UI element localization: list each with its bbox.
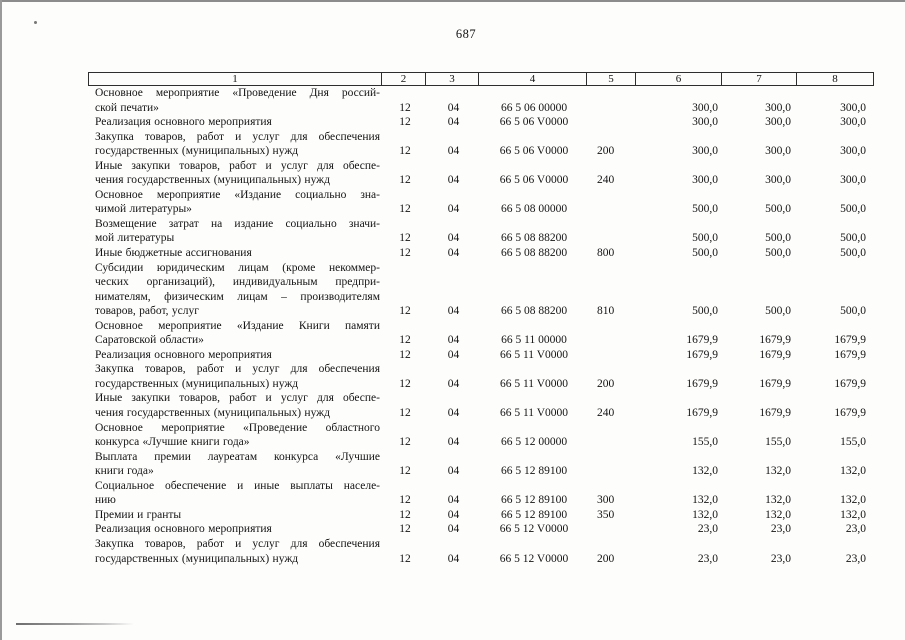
cell-c7: 23,0 (770, 552, 791, 565)
description-line: конкурса «Лучшие книги года» (95, 436, 250, 449)
description-line: Иные бюджетные ассигнования (95, 247, 252, 260)
table-row (88, 261, 874, 319)
cell-c4: 66 5 11 V0000 (499, 407, 569, 420)
cell-c5: 240 (597, 174, 615, 187)
cell-c4: 66 5 12 V0000 (499, 552, 569, 565)
header-cell-6: 6 (636, 73, 722, 85)
description-line: книги года» (95, 465, 154, 478)
description-line: Реализация основного мероприятия (95, 116, 272, 129)
cell-c6: 132,0 (692, 465, 718, 478)
description-line: Реализация основного мероприятия (95, 523, 272, 536)
header-cell-7: 7 (722, 73, 797, 85)
cell-c4: 66 5 12 89100 (500, 465, 568, 478)
cell-c8: 1679,9 (834, 377, 866, 390)
cell-c7: 500,0 (765, 247, 791, 260)
description-line: Выплата премии лауреатам конкурса «Лучшие (95, 450, 380, 463)
description-line: мой литературы (95, 232, 175, 245)
cell-c8: 132,0 (840, 465, 866, 478)
table-row (88, 522, 874, 537)
description-line: нимателям, физическим лицам – производителям (95, 290, 380, 303)
cell-c8: 1679,9 (834, 407, 866, 420)
cell-c7: 132,0 (765, 465, 791, 478)
cell-c7: 132,0 (765, 494, 791, 507)
table-row (88, 130, 874, 159)
table-row (88, 450, 874, 479)
row-description (88, 522, 383, 537)
row-description (88, 450, 383, 479)
description-line: Саратовской области» (95, 334, 204, 347)
cell-c6: 1679,9 (686, 334, 718, 347)
cell-c2: 12 (399, 552, 411, 565)
description-line: Основное мероприятие «Проведение Дня россий- (95, 87, 380, 99)
cell-c7: 500,0 (765, 203, 791, 216)
header-cell-5: 5 (587, 73, 636, 85)
row-description (88, 479, 383, 508)
cell-c2: 12 (399, 436, 411, 449)
description-line: товаров, работ, услуг (95, 305, 199, 318)
description-line: Основное мероприятие «Издание Книги памяти (95, 319, 380, 332)
cell-c4: 66 5 06 V0000 (499, 145, 569, 158)
cell-c3: 04 (447, 334, 460, 347)
cell-c6: 23,0 (697, 552, 718, 565)
cell-c4: 66 5 12 89100 (500, 494, 568, 507)
cell-c5: 350 (597, 508, 615, 521)
cell-c4: 66 5 11 V0000 (499, 377, 569, 390)
table-row (88, 319, 874, 348)
cell-c6: 300,0 (692, 145, 718, 158)
row-description (88, 115, 383, 130)
table-row (88, 508, 874, 523)
cell-c3: 04 (447, 523, 460, 536)
cell-c3: 04 (447, 116, 460, 129)
scan-speck (34, 21, 37, 24)
cell-c3: 04 (447, 174, 460, 187)
cell-c8: 300,0 (840, 101, 866, 114)
table-row (88, 362, 874, 391)
cell-c6: 500,0 (692, 232, 718, 245)
description-line: Закупка товаров, работ и услуг для обеспечения (95, 537, 380, 550)
cell-c2: 12 (399, 116, 411, 129)
cell-c7: 132,0 (765, 508, 791, 521)
cell-c7: 300,0 (765, 101, 791, 114)
cell-c7: 1679,9 (759, 348, 791, 361)
cell-c3: 04 (447, 247, 460, 260)
header-cell-2: 2 (382, 73, 426, 85)
table-row (88, 188, 874, 217)
cell-c3: 04 (447, 101, 460, 114)
header-cell-4: 4 (479, 73, 587, 85)
cell-c6: 300,0 (692, 101, 718, 114)
table-row (88, 86, 874, 115)
cell-c8: 500,0 (840, 247, 866, 260)
cell-c8: 300,0 (840, 174, 866, 187)
cell-c6: 155,0 (692, 436, 718, 449)
cell-c7: 1679,9 (759, 377, 791, 390)
cell-c7: 155,0 (765, 436, 791, 449)
cell-c7: 1679,9 (759, 407, 791, 420)
cell-c6: 500,0 (692, 305, 718, 318)
cell-c2: 12 (399, 203, 411, 216)
cell-c6: 1679,9 (686, 377, 718, 390)
table-row (88, 391, 874, 420)
cell-c3: 04 (447, 465, 460, 478)
header-cell-1: 1 (89, 73, 382, 85)
cell-c2: 12 (399, 348, 411, 361)
cell-c8: 500,0 (840, 232, 866, 245)
cell-c2: 12 (399, 465, 411, 478)
table-row (88, 537, 874, 566)
description-line: Основное мероприятие «Издание социально зна- (95, 188, 380, 201)
cell-c6: 1679,9 (686, 407, 718, 420)
cell-c7: 23,0 (770, 523, 791, 536)
table-row (88, 348, 874, 363)
description-line: Реализация основного мероприятия (95, 348, 272, 361)
cell-c4: 66 5 08 88200 (500, 247, 568, 260)
cell-c2: 12 (399, 508, 411, 521)
row-description (88, 421, 383, 450)
cell-c8: 500,0 (840, 305, 866, 318)
cell-c8: 155,0 (840, 436, 866, 449)
cell-c2: 12 (399, 101, 411, 114)
row-description (88, 348, 383, 363)
cell-c3: 04 (447, 145, 460, 158)
cell-c7: 500,0 (765, 232, 791, 245)
cell-c6: 500,0 (692, 247, 718, 260)
description-line: государственных (муниципальных) нужд (95, 552, 299, 565)
cell-c3: 04 (447, 436, 460, 449)
description-line: ской печати» (95, 101, 159, 114)
cell-c6: 23,0 (697, 523, 718, 536)
description-line: Иные закупки товаров, работ и услуг для обеспе- (95, 159, 380, 172)
cell-c6: 132,0 (692, 508, 718, 521)
scan-edge-top (0, 0, 905, 2)
cell-c3: 04 (447, 305, 460, 318)
row-description (88, 246, 383, 261)
cell-c7: 1679,9 (759, 334, 791, 347)
cell-c5: 200 (597, 145, 615, 158)
table-body (88, 86, 874, 566)
cell-c2: 12 (399, 232, 411, 245)
cell-c4: 66 5 08 88200 (500, 305, 568, 318)
description-line: чения государственных (муниципальных) нужд (95, 407, 330, 420)
cell-c2: 12 (399, 494, 411, 507)
cell-c4: 66 5 11 00000 (501, 334, 567, 347)
scan-edge-left (0, 0, 2, 640)
page-number: 687 (455, 27, 477, 41)
cell-c2: 12 (399, 145, 411, 158)
table-row (88, 115, 874, 130)
row-description (88, 86, 383, 115)
table-row (88, 479, 874, 508)
cell-c8: 500,0 (840, 203, 866, 216)
cell-c3: 04 (447, 407, 460, 420)
cell-c5: 240 (597, 407, 615, 420)
cell-c8: 132,0 (840, 508, 866, 521)
row-description (88, 261, 383, 319)
description-line: Основное мероприятие «Проведение областного (95, 421, 380, 434)
description-line: чимой литературы» (95, 203, 192, 216)
description-line: государственных (муниципальных) нужд (95, 377, 299, 390)
cell-c6: 132,0 (692, 494, 718, 507)
description-line: Иные закупки товаров, работ и услуг для обеспе- (95, 392, 380, 405)
cell-c3: 04 (447, 348, 460, 361)
description-line: нию (95, 494, 116, 507)
cell-c2: 12 (399, 247, 411, 260)
table-row (88, 217, 874, 246)
cell-c5: 200 (597, 377, 615, 390)
cell-c8: 23,0 (845, 552, 866, 565)
cell-c4: 66 5 11 V0000 (499, 348, 569, 361)
cell-c6: 1679,9 (686, 348, 718, 361)
description-line: чения государственных (муниципальных) нужд (95, 174, 330, 187)
cell-c8: 300,0 (840, 116, 866, 129)
cell-c6: 500,0 (692, 203, 718, 216)
cell-c8: 1679,9 (834, 348, 866, 361)
cell-c6: 300,0 (692, 116, 718, 129)
table-header-row (88, 72, 874, 86)
cell-c7: 300,0 (765, 174, 791, 187)
description-line: государственных (муниципальных) нужд (95, 145, 299, 158)
cell-c4: 66 5 08 00000 (500, 203, 568, 216)
cell-c7: 500,0 (765, 305, 791, 318)
cell-c7: 300,0 (765, 145, 791, 158)
description-line: Возмещение затрат на издание социально значи- (95, 217, 380, 230)
description-line: Субсидии юридическим лицам (кроме некоммер- (95, 261, 380, 274)
cell-c5: 810 (597, 305, 615, 318)
cell-c5: 800 (597, 247, 615, 260)
cell-c3: 04 (447, 232, 460, 245)
description-line: ческих организаций), индивидуальным предпри- (95, 276, 380, 289)
cell-c4: 66 5 12 89100 (500, 508, 568, 521)
description-line: Закупка товаров, работ и услуг для обеспечения (95, 130, 380, 143)
row-description (88, 319, 383, 348)
cell-c4: 66 5 12 00000 (500, 436, 568, 449)
row-description (88, 537, 383, 566)
cell-c5: 200 (597, 552, 615, 565)
cell-c8: 300,0 (840, 145, 866, 158)
row-description (88, 391, 383, 420)
budget-table (88, 72, 874, 566)
row-description (88, 508, 383, 523)
description-line: Премии и гранты (95, 508, 182, 521)
table-row (88, 159, 874, 188)
cell-c8: 23,0 (845, 523, 866, 536)
scan-artifact-line (16, 623, 134, 625)
cell-c3: 04 (447, 377, 460, 390)
cell-c6: 300,0 (692, 174, 718, 187)
cell-c2: 12 (399, 377, 411, 390)
description-line: Социальное обеспечение и иные выплаты населе- (95, 479, 380, 492)
cell-c4: 66 5 06 00000 (500, 101, 568, 114)
cell-c8: 1679,9 (834, 334, 866, 347)
cell-c4: 66 5 08 88200 (500, 232, 568, 245)
cell-c2: 12 (399, 523, 411, 536)
cell-c8: 132,0 (840, 494, 866, 507)
cell-c4: 66 5 12 V0000 (499, 523, 569, 536)
row-description (88, 159, 383, 188)
table-row (88, 421, 874, 450)
cell-c2: 12 (399, 305, 411, 318)
description-line: Закупка товаров, работ и услуг для обеспечения (95, 363, 380, 376)
row-description (88, 217, 383, 246)
row-description (88, 362, 383, 391)
cell-c3: 04 (447, 552, 460, 565)
cell-c3: 04 (447, 203, 460, 216)
cell-c5: 300 (597, 494, 615, 507)
cell-c2: 12 (399, 334, 411, 347)
cell-c3: 04 (447, 494, 460, 507)
row-description (88, 130, 383, 159)
header-cell-3: 3 (426, 73, 479, 85)
cell-c3: 04 (447, 508, 460, 521)
cell-c2: 12 (399, 407, 411, 420)
cell-c4: 66 5 06 V0000 (499, 116, 569, 129)
cell-c7: 300,0 (765, 116, 791, 129)
row-description (88, 188, 383, 217)
cell-c4: 66 5 06 V0000 (499, 174, 569, 187)
table-row (88, 246, 874, 261)
header-cell-8: 8 (832, 72, 838, 85)
cell-c2: 12 (399, 174, 411, 187)
